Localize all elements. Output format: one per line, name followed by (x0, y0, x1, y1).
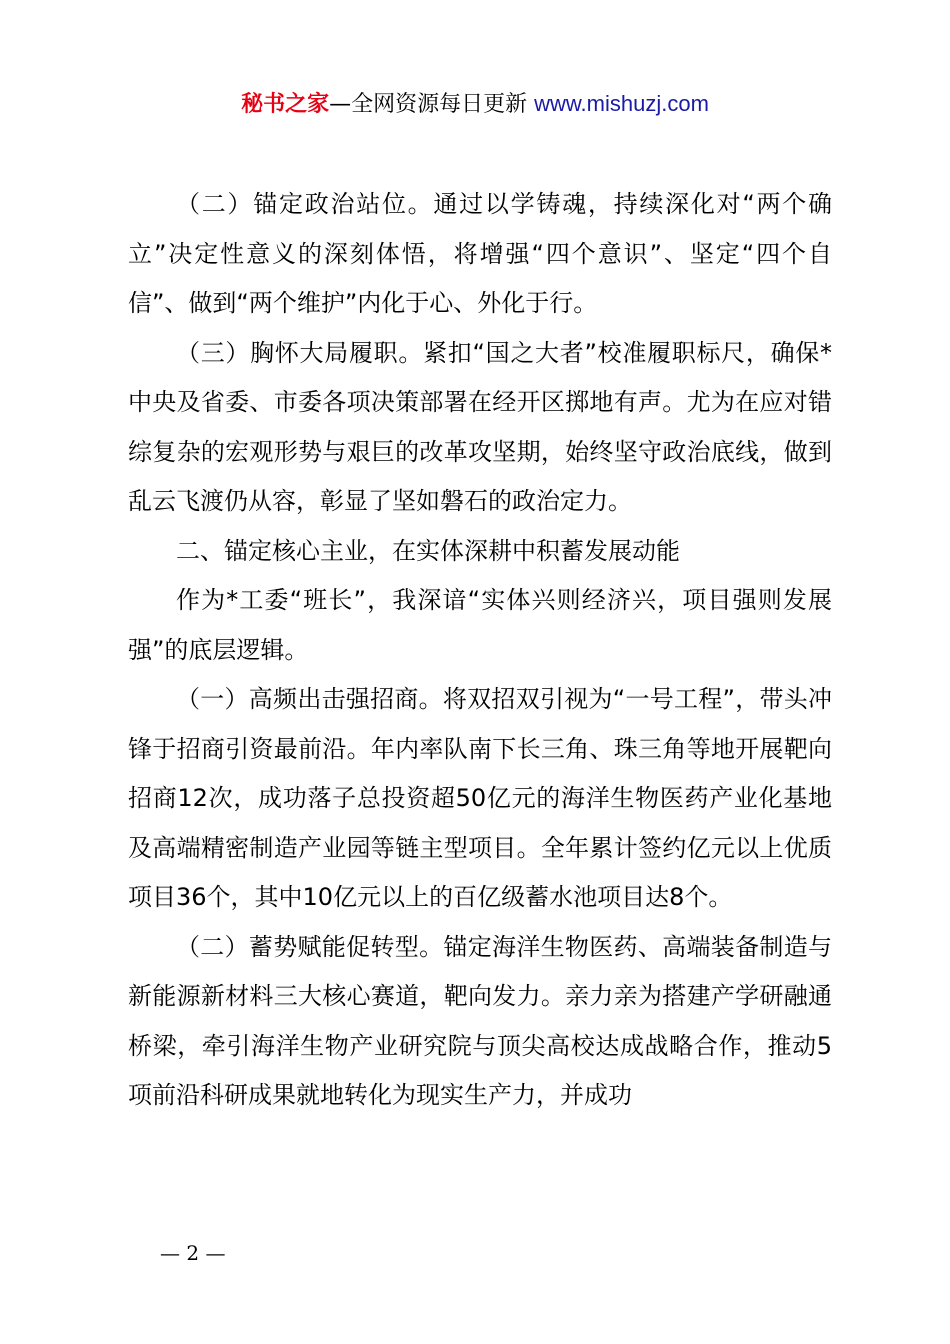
paragraph-section-intro: 作为*工委“班长”，我深谙“实体兴则经济兴，项目强则发展强”的底层逻辑。 (128, 586, 832, 664)
section-heading-core-business: 二、锚定核心主业，在实体深耕中积蓄发展动能 (176, 536, 680, 565)
site-brand: 秘书之家 (241, 92, 330, 117)
site-url-link[interactable]: www.mishuzj.com (534, 91, 709, 116)
paragraph-political-stance: （二）锚定政治站位。通过以学铸魂，持续深化对“两个确立”决定性意义的深刻体悟，将增强“四个意识”、坚定“四个自信”、做到“两个维护”内化于心、外化于行。 (128, 190, 832, 317)
paragraph-investment-attraction: （一）高频出击强招商。将双招双引视为“一号工程”，带头冲锋于招商引资最前沿。年内率队南下长三角、珠三角等地开展靶向招商12次，成功落子总投资超50亿元的海洋生物医药产业化基地及高端精密制造产业园等链主型项目。全年累计签约亿元以上优质项目36个，其中10亿元以上的百亿级蓄水池项目达8个。 (128, 685, 832, 911)
document-body (128, 180, 832, 1121)
site-slogan: —全网资源每日更新 (329, 92, 535, 117)
paragraph-overall-duty: （三）胸怀大局履职。紧扣“国之大者”校准履职标尺，确保*中央及省委、市委各项决策部署在经开区掷地有声。尤为在应对错综复杂的宏观形势与艰巨的改革攻坚期，始终坚守政治底线，做到乱云飞渡仍从容，彰显了坚如磐石的政治定力。 (128, 338, 832, 515)
paragraph-transformation: （二）蓄势赋能促转型。锚定海洋生物医药、高端装备制造与新能源新材料三大核心赛道，靶向发力。亲力亲为搭建产学研融通桥梁，牵引海洋生物产业研究院与顶尖高校达成战略合作，推动5项前沿科研成果就地转化为现实生产力，并成功 (128, 932, 832, 1109)
page-number: — 2 — (160, 1241, 226, 1265)
site-banner (0, 86, 950, 123)
